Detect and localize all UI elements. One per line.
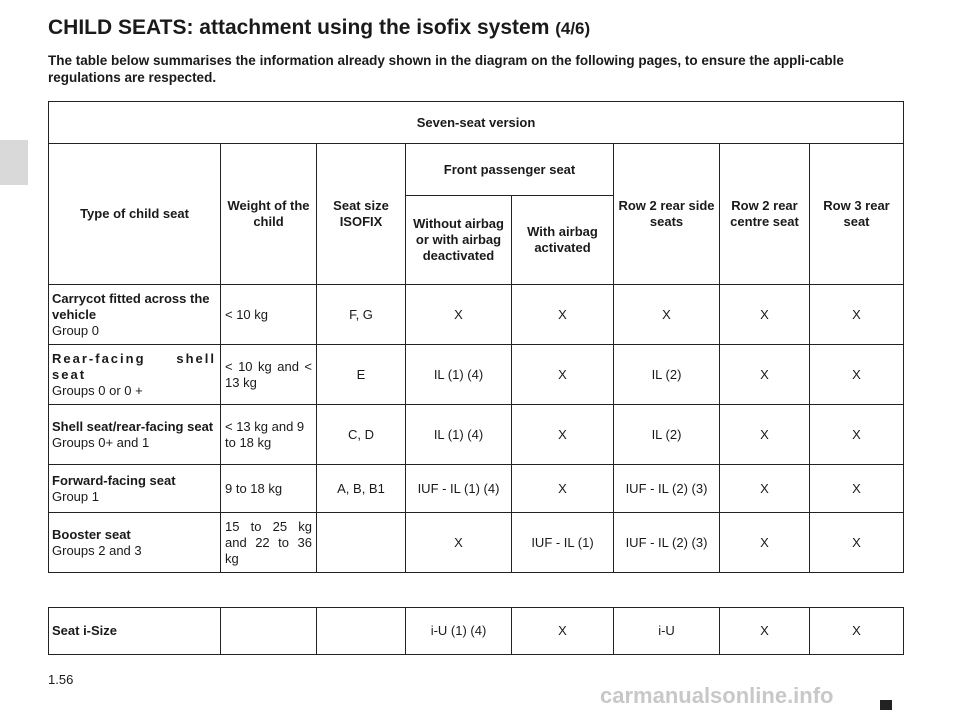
seat-group: Groups 0+ and 1 — [52, 434, 150, 450]
seat-group: Group 0 — [52, 322, 99, 338]
size-cell — [317, 608, 406, 655]
row2-centre-cell: X — [720, 345, 810, 405]
row2-centre-cell: X — [720, 405, 810, 465]
front-airbag-cell: X — [512, 465, 614, 513]
version-header: Seven-seat version — [49, 102, 904, 144]
weight-cell: < 10 kg and < 13 kg — [221, 345, 317, 405]
table-row — [49, 405, 904, 465]
front-no-airbag-cell: IL (1) (4) — [406, 345, 512, 405]
header-weight: Weight of the child — [221, 144, 317, 285]
seat-group: Groups 0 or 0 + — [52, 382, 143, 398]
row2-side-cell: X — [614, 285, 720, 345]
row2-centre-cell: X — [720, 465, 810, 513]
seat-type-cell — [49, 405, 221, 465]
front-airbag-cell: X — [512, 345, 614, 405]
seat-type: Forward-facing seat — [52, 472, 176, 488]
weight-cell — [221, 608, 317, 655]
row2-side-cell: IUF - IL (2) (3) — [614, 465, 720, 513]
header-front-no-airbag: Without airbag or with airbag deactivated — [406, 196, 512, 285]
size-cell: F, G — [317, 285, 406, 345]
row2-centre-cell: X — [720, 608, 810, 655]
seat-type: Booster seat — [52, 526, 131, 542]
row2-centre-cell: X — [720, 285, 810, 345]
header-size: Seat size ISOFIX — [317, 144, 406, 285]
weight-cell: < 10 kg — [221, 285, 317, 345]
seat-type-cell — [49, 285, 221, 345]
page-number: 1.56 — [48, 672, 74, 687]
front-no-airbag-cell: X — [406, 285, 512, 345]
size-cell: E — [317, 345, 406, 405]
page-title: CHILD SEATS: attachment using the isofix system (4/6) — [48, 16, 591, 39]
row2-side-cell: IL (2) — [614, 405, 720, 465]
seat-type: Carrycot fitted across the vehicle — [52, 290, 210, 322]
size-cell: A, B, B1 — [317, 465, 406, 513]
front-airbag-cell: X — [512, 608, 614, 655]
weight-cell: < 13 kg and 9 to 18 kg — [221, 405, 317, 465]
header-front-airbag: With airbag activated — [512, 196, 614, 285]
table-row — [49, 513, 904, 573]
header-row2-centre: Row 2 rear centre seat — [720, 144, 810, 285]
table-row — [49, 345, 904, 405]
seat-type-cell — [49, 608, 221, 655]
row3-cell: X — [810, 285, 904, 345]
row2-centre-cell: X — [720, 513, 810, 573]
size-cell: C, D — [317, 405, 406, 465]
front-no-airbag-cell: IUF - IL (1) (4) — [406, 465, 512, 513]
seat-type-cell — [49, 465, 221, 513]
watermark: carmanualsonline.info — [600, 683, 834, 708]
header-type: Type of child seat — [49, 144, 221, 285]
row2-side-cell: IL (2) — [614, 345, 720, 405]
front-airbag-cell: IUF - IL (1) — [512, 513, 614, 573]
weight-cell: 9 to 18 kg — [221, 465, 317, 513]
front-airbag-cell: X — [512, 405, 614, 465]
row3-cell: X — [810, 513, 904, 573]
row3-cell: X — [810, 405, 904, 465]
isofix-table — [48, 101, 904, 573]
header-row3: Row 3 rear seat — [810, 144, 904, 285]
table-row — [49, 465, 904, 513]
front-airbag-cell: X — [512, 285, 614, 345]
header-row2-side: Row 2 rear side seats — [614, 144, 720, 285]
row2-side-cell: i-U — [614, 608, 720, 655]
title-part: (4/6) — [555, 19, 591, 38]
table-row — [49, 608, 904, 655]
row3-cell: X — [810, 465, 904, 513]
weight-cell: 15 to 25 kg and 22 to 36 kg — [221, 513, 317, 573]
seat-type-cell — [49, 513, 221, 573]
header-front: Front passenger seat — [406, 144, 614, 196]
seat-type: Rear-facing shell seat — [52, 350, 216, 382]
corner-mark — [880, 700, 892, 710]
seat-group: Groups 2 and 3 — [52, 542, 142, 558]
front-no-airbag-cell: IL (1) (4) — [406, 405, 512, 465]
front-no-airbag-cell: i-U (1) (4) — [406, 608, 512, 655]
size-cell — [317, 513, 406, 573]
row3-cell: X — [810, 608, 904, 655]
seat-type-cell — [49, 345, 221, 405]
table-row — [49, 285, 904, 345]
front-no-airbag-cell: X — [406, 513, 512, 573]
isize-table — [48, 607, 904, 655]
row2-side-cell: IUF - IL (2) (3) — [614, 513, 720, 573]
row3-cell: X — [810, 345, 904, 405]
seat-type: Seat i-Size — [52, 623, 118, 638]
seat-type: Shell seat/rear-facing seat — [52, 418, 214, 434]
seat-group: Group 1 — [52, 488, 99, 504]
section-tab — [0, 140, 28, 185]
intro-text: The table below summarises the information already shown in the diagram on the following pages, to ensure the appli-cable regulations are respected. — [48, 53, 844, 85]
